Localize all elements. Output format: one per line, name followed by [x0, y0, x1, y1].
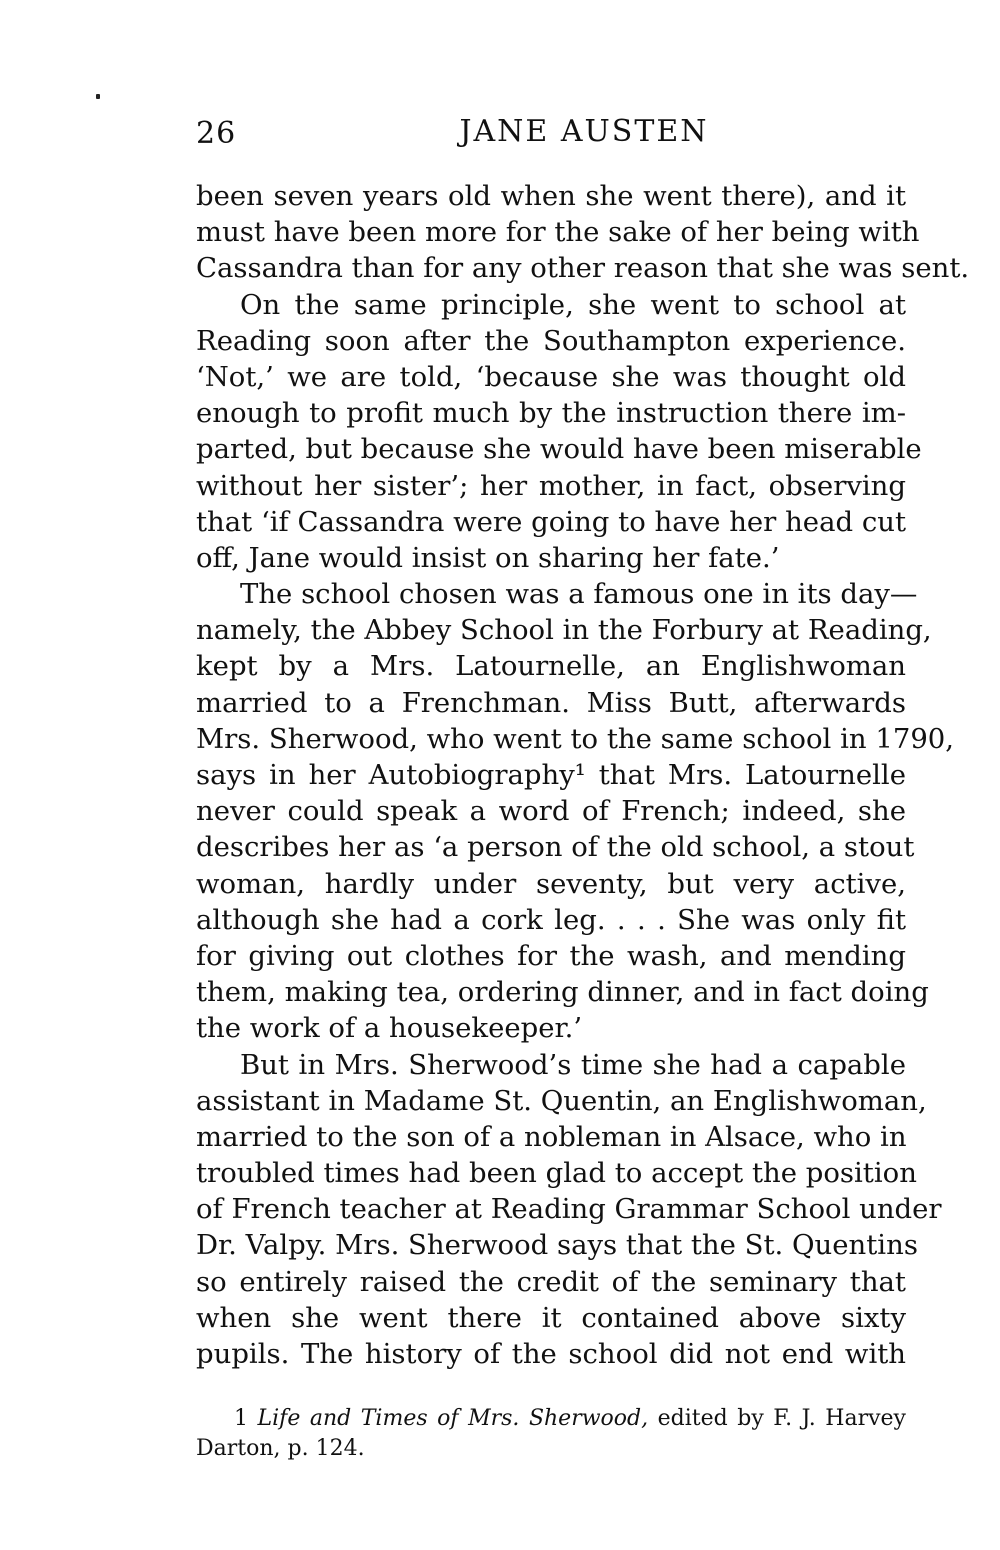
text-line: enough to profit much by the instruction there im- — [196, 397, 906, 430]
text-line: troubled times had been glad to accept the position — [196, 1157, 917, 1190]
text-line: must have been more for the sake of her being with — [196, 216, 920, 249]
text-line: that ‘if Cassandra were going to have her head cut — [196, 505, 906, 538]
footnote-marker: 1 — [234, 1406, 248, 1431]
running-head: JANE AUSTEN — [459, 114, 709, 149]
text-line: although she had a cork leg. . . . She was only fit — [196, 903, 906, 936]
text-line: without her sister’; her mother, in fact, observing — [196, 469, 906, 502]
text-line: parted, but because she would have been miserable — [196, 433, 922, 466]
text-line: off, Jane would insist on sharing her fate.’ — [196, 541, 780, 574]
text-line: assistant in Madame St. Quentin, an Englishwoman, — [196, 1084, 927, 1117]
text-line: But in Mrs. Sherwood’s time she had a capable — [240, 1048, 906, 1081]
text-line: been seven years old when she went there), and it — [196, 180, 906, 212]
text-line: of French teacher at Reading Grammar School under — [196, 1193, 942, 1226]
footnote-line — [196, 1404, 906, 1434]
text-line: kept by a Mrs. Latournelle, an Englishwoman — [196, 650, 906, 683]
footnote — [196, 1404, 906, 1464]
text-line: never could speak a word of French; indeed, she — [196, 795, 906, 828]
footnote-title: Life and Times of Mrs. Sherwood, — [257, 1406, 649, 1431]
page-header — [196, 108, 906, 158]
text-line: married to a Frenchman. Miss Butt, afterwards — [196, 686, 906, 719]
text-line: On the same principle, she went to school at — [240, 288, 906, 321]
text-line: says in her Autobiography¹ that Mrs. Latournelle — [196, 759, 906, 791]
page-number: 26 — [196, 116, 237, 151]
text-line: describes her as ‘a person of the old school, a stout — [196, 831, 915, 864]
text-line: Reading soon after the Southampton experience. — [196, 324, 906, 357]
text-line: them, making tea, ordering dinner, and in fact doing — [196, 976, 929, 1009]
footnote-editor: edited by F. J. Harvey — [648, 1406, 906, 1431]
text-line: for giving out clothes for the wash, and mending — [196, 939, 906, 972]
text-line: The school chosen was a famous one in its day— — [240, 578, 918, 611]
footnote-line: Darton, p. 124. — [196, 1436, 365, 1461]
print-speck — [96, 94, 100, 99]
text-line: woman, hardly under seventy, but very active, — [196, 867, 906, 900]
body-text — [196, 178, 970, 1372]
text-line: the work of a housekeeper.’ — [196, 1012, 583, 1045]
text-line: when she went there it contained above sixty — [196, 1301, 906, 1334]
text-line: pupils. The history of the school did not end with — [196, 1338, 906, 1370]
text-line: so entirely raised the credit of the seminary that — [196, 1265, 906, 1298]
text-line: namely, the Abbey School in the Forbury at Reading, — [196, 614, 932, 647]
text-line: ‘Not,’ we are told, ‘because she was thought old — [196, 360, 906, 393]
text-line: Cassandra than for any other reason that she was sent. — [196, 252, 970, 285]
text-line: married to the son of a nobleman in Alsace, who in — [196, 1120, 907, 1153]
text-line: Mrs. Sherwood, who went to the same school in 1790, — [196, 722, 955, 755]
text-line: Dr. Valpy. Mrs. Sherwood says that the St. Quentins — [196, 1229, 918, 1262]
